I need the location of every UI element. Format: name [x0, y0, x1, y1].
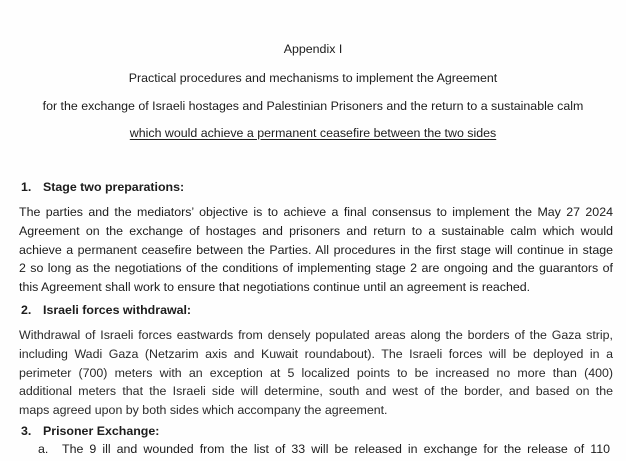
document-subtitle-line-3: which would achieve a permanent ceasefire between the two sides	[129, 126, 497, 140]
paragraph-line: additional meters that the Israeli side will determine, south and west of the border, and based on the	[19, 384, 613, 399]
paragraph-line: The parties and the mediators’ objective is to achieve a final consensus to implement the May 27 2024	[19, 205, 613, 219]
section-title: Prisoner Exchange:	[43, 424, 160, 438]
subitem-letter: a.	[38, 442, 49, 456]
subitem-text: The 9 ill and wounded from the list of 33 will be released in exchange for the release of 110	[62, 442, 610, 456]
document-subtitle-line-1: Practical procedures and mechanisms to implement the Agreement	[128, 71, 498, 85]
paragraph-line: maps agreed upon by both sides which accompany the agreement.	[19, 403, 388, 418]
section-title: Stage two preparations:	[43, 180, 185, 194]
paragraph-line: including Wadi Gaza (Netzarim axis and Kuwait roundabout). The Israeli forces will be deployed in a	[19, 346, 613, 361]
paragraph-line: Withdrawal of Israeli forces eastwards from densely populated areas along the borders of the Gaza strip,	[19, 328, 613, 342]
paragraph-line: perimeter (700) meters with an exception at 5 localized points to be increased no more than (400)	[19, 365, 613, 380]
section-paragraph-stage-two	[19, 203, 613, 297]
document-subtitle-line-2: for the exchange of Israeli hostages and Palestinian Prisoners and the return to a sustainable calm	[42, 99, 584, 113]
paragraph-line: achieve a permanent ceasefire between the Parties. All procedures in the first stage will continue in stage	[19, 242, 613, 257]
section-number: 2.	[21, 303, 32, 317]
section-number: 1.	[21, 180, 32, 194]
section-title: Israeli forces withdrawal:	[43, 303, 192, 317]
paragraph-line: 2 so long as the negotiations of the conditions of implementing stage 2 are ongoing and the guarantors of	[19, 261, 613, 276]
section-heading-stage-two	[21, 180, 184, 194]
section-heading-withdrawal	[21, 303, 191, 317]
section-paragraph-withdrawal	[19, 326, 613, 420]
paragraph-line: this Agreement shall work to ensure that negotiations continue until an agreement is reached.	[19, 280, 531, 295]
appendix-title: Appendix I	[283, 42, 343, 56]
section-number: 3.	[21, 424, 32, 438]
paragraph-line: Agreement on the exchange of hostages and prisoners and return to a sustainable calm which would	[19, 223, 613, 238]
section-heading-prisoner-exchange	[21, 424, 159, 438]
subitem-a	[38, 442, 610, 456]
